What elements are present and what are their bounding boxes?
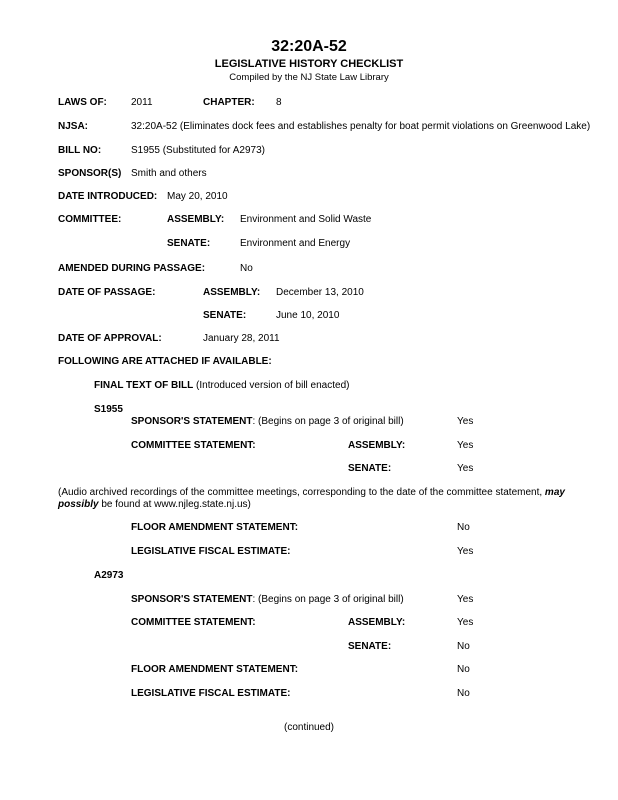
a2973-committee-label: COMMITTEE STATEMENT: xyxy=(131,617,256,628)
s1955-committee-senate-value: Yes xyxy=(457,463,474,474)
laws-of-label: LAWS OF: xyxy=(58,97,107,108)
a2973-sponsor-label: SPONSOR'S STATEMENT xyxy=(131,594,253,605)
a2973-floor-label: FLOOR AMENDMENT STATEMENT: xyxy=(131,664,299,675)
a2973-committee-assembly-value: Yes xyxy=(457,617,474,628)
s1955-sponsor-value: Yes xyxy=(457,416,474,427)
date-of-approval-label: DATE OF APPROVAL: xyxy=(58,333,162,344)
s1955-committee-senate-label: SENATE: xyxy=(348,463,392,474)
date-of-approval-value: January 28, 2011 xyxy=(203,333,280,344)
page-title: 32:20A-52 xyxy=(271,38,347,55)
final-text-note: (Introduced version of bill enacted) xyxy=(196,380,350,391)
bill-no-value: S1955 (Substituted for A2973) xyxy=(131,145,265,156)
s1955-floor-value: No xyxy=(457,522,470,533)
s1955-sponsor-label: SPONSOR'S STATEMENT xyxy=(131,416,253,427)
a2973-sponsor-value: Yes xyxy=(457,594,474,605)
attached-heading: FOLLOWING ARE ATTACHED IF AVAILABLE: xyxy=(58,356,272,367)
committee-senate-label: SENATE: xyxy=(167,238,211,249)
passage-assembly-label: ASSEMBLY: xyxy=(203,287,261,298)
passage-senate-label: SENATE: xyxy=(203,310,247,321)
passage-senate-value: June 10, 2010 xyxy=(276,310,340,321)
passage-assembly-value: December 13, 2010 xyxy=(276,287,364,298)
a2973-committee-senate-label: SENATE: xyxy=(348,641,392,652)
committee-assembly-value: Environment and Solid Waste xyxy=(240,214,372,225)
final-text-line xyxy=(94,380,349,392)
s1955-committee-assembly-value: Yes xyxy=(457,440,474,451)
committee-label: COMMITTEE: xyxy=(58,214,122,225)
a2973-floor-value: No xyxy=(457,664,470,675)
committee-senate-value: Environment and Energy xyxy=(240,238,351,249)
amended-label: AMENDED DURING PASSAGE: xyxy=(58,263,206,274)
chapter-value: 8 xyxy=(276,97,282,108)
amended-value: No xyxy=(240,263,253,274)
date-of-passage-label: DATE OF PASSAGE: xyxy=(58,287,156,298)
a2973-committee-senate-value: No xyxy=(457,641,470,652)
compiled-by: Compiled by the NJ State Law Library xyxy=(229,72,389,83)
sponsors-value: Smith and others xyxy=(131,168,207,179)
a2973-fiscal-value: No xyxy=(457,688,470,699)
audio-note-link-text: be found at www.njleg.state.nj.us) xyxy=(98,499,251,510)
sponsors-label: SPONSOR(S) xyxy=(58,168,122,179)
committee-assembly-label: ASSEMBLY: xyxy=(167,214,225,225)
s1955-sponsor-note: : (Begins on page 3 of original bill) xyxy=(252,416,404,427)
final-text-label: FINAL TEXT OF BILL xyxy=(94,380,194,391)
audio-note-text: (Audio archived recordings of the committee meetings, corresponding to the date of the committee statement, xyxy=(58,487,545,498)
s1955-heading: S1955 xyxy=(94,404,123,415)
a2973-heading: A2973 xyxy=(94,570,124,581)
a2973-fiscal-label: LEGISLATIVE FISCAL ESTIMATE: xyxy=(131,688,291,699)
njsa-label: NJSA: xyxy=(58,121,89,132)
s1955-floor-label: FLOOR AMENDMENT STATEMENT: xyxy=(131,522,299,533)
date-introduced-label: DATE INTRODUCED: xyxy=(58,191,158,202)
s1955-committee-assembly-label: ASSEMBLY: xyxy=(348,440,406,451)
bill-no-label: BILL NO: xyxy=(58,145,102,156)
audio-note-emphasis: may possibly xyxy=(58,487,565,510)
njsa-value: 32:20A-52 (Eliminates dock fees and establishes penalty for boat permit violations on Greenwood Lake) xyxy=(131,121,591,132)
page-subtitle: LEGISLATIVE HISTORY CHECKLIST xyxy=(214,58,404,70)
continued-note: (continued) xyxy=(283,722,335,733)
a2973-sponsor-note: : (Begins on page 3 of original bill) xyxy=(252,594,404,605)
a2973-sponsor-line xyxy=(131,594,404,606)
chapter-label: CHAPTER: xyxy=(203,97,255,108)
s1955-fiscal-label: LEGISLATIVE FISCAL ESTIMATE: xyxy=(131,546,291,557)
laws-of-value: 2011 xyxy=(131,97,153,108)
s1955-sponsor-line xyxy=(131,416,404,428)
a2973-committee-assembly-label: ASSEMBLY: xyxy=(348,617,406,628)
s1955-committee-label: COMMITTEE STATEMENT: xyxy=(131,440,256,451)
date-introduced-value: May 20, 2010 xyxy=(167,191,228,202)
s1955-fiscal-value: Yes xyxy=(457,546,474,557)
audio-note xyxy=(58,487,568,511)
